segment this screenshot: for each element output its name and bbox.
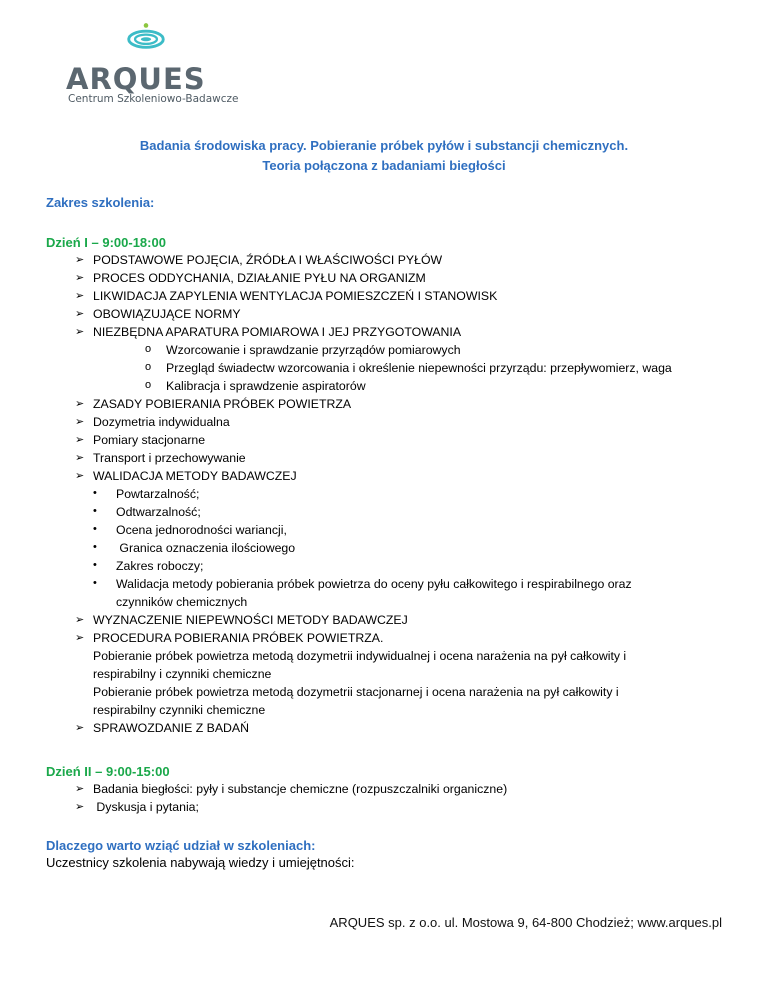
bullet-item: Granica oznaczenia ilościowego: [116, 541, 296, 555]
arrow-bullet-icon: ➢: [75, 308, 85, 320]
dot-bullet-icon: •: [93, 577, 97, 589]
circle-bullet-icon: o: [145, 361, 152, 373]
list-item: LIKWIDACJA ZAPYLENIA WENTYLACJA POMIESZCZEŃ I STANOWISK: [93, 289, 498, 303]
logo-subtitle: Centrum Szkoleniowo-Badawcze: [68, 93, 239, 105]
sub-list-item: Wzorcowanie i sprawdzanie przyrządów pomiarowych: [166, 343, 461, 357]
procedure-text: respirabilny i czynniki chemiczne: [93, 667, 272, 681]
arrow-bullet-icon: ➢: [75, 434, 85, 446]
list-item: PROCEDURA POBIERANIA PRÓBEK POWIETRZA.: [93, 631, 384, 645]
dot-bullet-icon: •: [93, 505, 97, 517]
bullet-item: Walidacja metody pobierania próbek powietrza do oceny pyłu całkowitego i respirabilnego oraz: [116, 577, 632, 591]
list-item: PROCES ODDYCHANIA, DZIAŁANIE PYŁU NA ORGANIZM: [93, 271, 426, 285]
list-item: ZASADY POBIERANIA PRÓBEK POWIETRZA: [93, 397, 352, 411]
bullet-item-continuation: czynników chemicznych: [116, 595, 248, 609]
scope-heading: Zakres szkolenia:: [46, 195, 155, 210]
why-heading: Dlaczego warto wziąć udział w szkoleniach:: [46, 838, 316, 853]
list-item: Dyskusja i pytania;: [93, 800, 199, 814]
arrow-bullet-icon: ➢: [75, 614, 85, 626]
arrow-bullet-icon: ➢: [75, 326, 85, 338]
list-item: Dozymetria indywidualna: [93, 415, 230, 429]
arrow-bullet-icon: ➢: [75, 272, 85, 284]
arrow-bullet-icon: ➢: [75, 452, 85, 464]
sub-list-item: Przegląd świadectw wzorcowania i określenie niepewności przyrządu: przepływomierz, waga: [166, 361, 672, 375]
logo-name: ARQUES: [66, 62, 206, 96]
list-item: OBOWIĄZUJĄCE NORMY: [93, 307, 241, 321]
circle-bullet-icon: o: [145, 379, 152, 391]
dot-bullet-icon: •: [93, 523, 97, 535]
arrow-bullet-icon: ➢: [75, 783, 85, 795]
circle-bullet-icon: o: [145, 343, 152, 355]
list-item: Badania biegłości: pyły i substancje chemiczne (rozpuszczalniki organiczne): [93, 782, 508, 796]
day2-heading: Dzień II – 9:00-15:00: [46, 764, 170, 779]
arrow-bullet-icon: ➢: [75, 254, 85, 266]
arrow-bullet-icon: ➢: [75, 290, 85, 302]
list-item: Pomiary stacjonarne: [93, 433, 206, 447]
arrow-bullet-icon: ➢: [75, 801, 85, 813]
arrow-bullet-icon: ➢: [75, 722, 85, 734]
list-item: NIEZBĘDNA APARATURA POMIAROWA I JEJ PRZYGOTOWANIA: [93, 325, 462, 339]
bullet-item: Powtarzalność;: [116, 487, 200, 501]
list-item: PODSTAWOWE POJĘCIA, ŹRÓDŁA I WŁAŚCIWOŚCI PYŁÓW: [93, 253, 443, 267]
why-text: Uczestnicy szkolenia nabywają wiedzy i umiejętności:: [46, 855, 355, 870]
arrow-bullet-icon: ➢: [75, 632, 85, 644]
footer: ARQUES sp. z o.o. ul. Mostowa 9, 64-800 Chodzież; www.arques.pl: [329, 915, 722, 930]
bullet-item: Odtwarzalność;: [116, 505, 201, 519]
arrow-bullet-icon: ➢: [75, 416, 85, 428]
arrow-bullet-icon: ➢: [75, 398, 85, 410]
arrow-bullet-icon: ➢: [75, 470, 85, 482]
procedure-text: Pobieranie próbek powietrza metodą dozymetrii stacjonarnej i ocena narażenia na pył całkowity i: [93, 685, 619, 699]
procedure-text: Pobieranie próbek powietrza metodą dozymetrii indywidualnej i ocena narażenia na pył całkowity i: [93, 649, 627, 663]
procedure-text: respirabilny czynniki chemiczne: [93, 703, 266, 717]
day1-heading: Dzień I – 9:00-18:00: [46, 235, 166, 250]
dot-bullet-icon: •: [93, 487, 97, 499]
list-item: WALIDACJA METODY BADAWCZEJ: [93, 469, 297, 483]
bullet-item: Ocena jednorodności wariancji,: [116, 523, 287, 537]
document-title-line-2: Teoria połączona z badaniami biegłości: [262, 158, 506, 173]
document-title-line-1: Badania środowiska pracy. Pobieranie próbek pyłów i substancji chemicznych.: [139, 138, 629, 153]
sub-list-item: Kalibracja i sprawdzenie aspiratorów: [166, 379, 366, 393]
dot-bullet-icon: •: [93, 541, 97, 553]
list-item: SPRAWOZDANIE Z BADAŃ: [93, 721, 250, 735]
list-item: WYZNACZENIE NIEPEWNOŚCI METODY BADAWCZEJ: [93, 613, 408, 627]
bullet-item: Zakres roboczy;: [116, 559, 204, 573]
list-item: Transport i przechowywanie: [93, 451, 246, 465]
dot-bullet-icon: •: [93, 559, 97, 571]
